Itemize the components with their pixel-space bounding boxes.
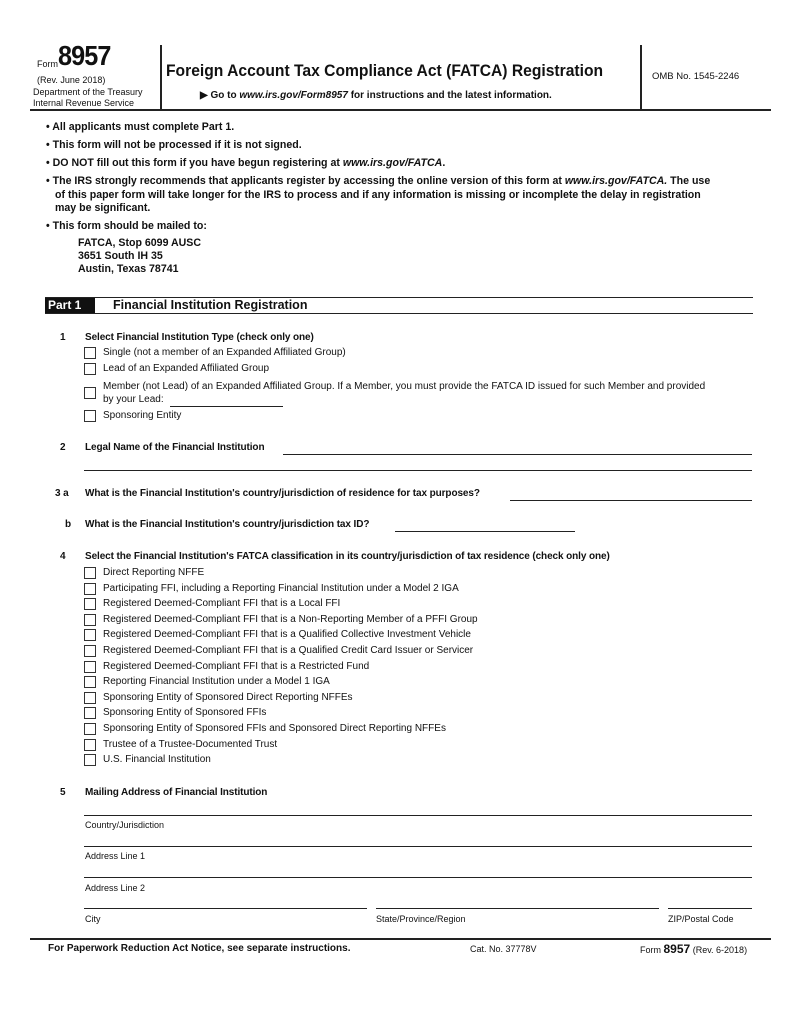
option-label: Sponsoring Entity of Sponsored FFIs and Sponsored Direct Reporting NFFEs — [103, 723, 446, 734]
option-label: Registered Deemed-Compliant FFI that is a Local FFI — [103, 598, 341, 610]
fatca-classification-checkbox[interactable] — [84, 723, 96, 735]
fi-type-lead-checkbox[interactable] — [84, 363, 96, 375]
option-label: Single (not a member of an Expanded Affiliated Group) — [103, 347, 346, 358]
fatca-classification-checkbox[interactable] — [84, 739, 96, 751]
option-label: Reporting Financial Institution under a Model 1 IGA — [103, 676, 330, 688]
zip-label: ZIP/Postal Code — [668, 914, 734, 924]
residence-country-input[interactable] — [510, 500, 752, 501]
option-label: Registered Deemed-Compliant FFI that is a Qualified Credit Card Issuer or Servicer — [103, 645, 474, 656]
part-label: Part 1 — [45, 298, 95, 313]
fatca-classification-checkbox[interactable] — [84, 629, 96, 641]
fatca-link[interactable]: www.irs.gov/FATCA — [342, 157, 443, 169]
text: • DO NOT fill out this form if you have begun registering at — [46, 157, 343, 169]
form-number: 8957 — [58, 40, 111, 71]
question-number: 3 a — [55, 488, 69, 499]
fatca-classification-checkbox[interactable] — [84, 707, 96, 719]
fatca-classification-checkbox[interactable] — [84, 754, 96, 766]
question-number: 5 — [60, 787, 66, 798]
address-line1-input[interactable] — [84, 846, 752, 847]
fatca-classification-checkbox[interactable] — [84, 583, 96, 595]
question-text: Mailing Address of Financial Institution — [85, 787, 268, 798]
question-text: Legal Name of the Financial Institution — [85, 442, 265, 453]
option-label: Registered Deemed-Compliant FFI that is a Non-Reporting Member of a PFFI Group — [103, 613, 478, 625]
instruction-text: may be significant. — [55, 202, 151, 214]
question-number: b — [65, 519, 72, 530]
option-label: Sponsoring Entity of Sponsored FFIs — [103, 707, 267, 719]
paperwork-notice: For Paperwork Reduction Act Notice, see separate instructions. — [48, 943, 351, 954]
question-text: What is the Financial Institution's country/jurisdiction of residence for tax purposes? — [85, 488, 480, 499]
divider — [160, 45, 162, 109]
instruction-bullet: • All applicants must complete Part 1. — [46, 121, 235, 133]
option-label: Sponsoring Entity of Sponsored Direct Reporting NFFEs — [103, 691, 353, 703]
option-label: Trustee of a Trustee-Documented Trust — [103, 738, 278, 750]
instruction-bullet — [46, 175, 710, 187]
question-number: 1 — [60, 332, 66, 343]
question-text: What is the Financial Institution's country/jurisdiction tax ID? — [85, 519, 370, 530]
header-rule — [30, 109, 771, 111]
instructions-link[interactable]: www.irs.gov/Form8957 — [239, 90, 348, 101]
form-subtitle — [200, 90, 552, 101]
question-number: 4 — [60, 551, 66, 562]
fatca-classification-checkbox[interactable] — [84, 692, 96, 704]
footer-rule — [30, 938, 771, 940]
tax-id-input[interactable] — [395, 531, 575, 532]
country-input[interactable] — [84, 815, 752, 816]
text: • The IRS strongly recommends that applicants register by accessing the online version of this form at — [46, 175, 565, 187]
footer-form-id — [640, 942, 747, 956]
option-label: Registered Deemed-Compliant FFI that is a Qualified Collective Investment Vehicle — [103, 629, 471, 641]
fatca-classification-checkbox[interactable] — [84, 598, 96, 610]
catalog-number: Cat. No. 37778V — [470, 944, 537, 954]
address-line2-label: Address Line 2 — [85, 883, 146, 893]
mailing-address-line: Austin, Texas 78741 — [78, 263, 179, 275]
country-label: Country/Jurisdiction — [85, 820, 165, 830]
text: (Rev. 6-2018) — [690, 945, 748, 955]
city-label: City — [85, 914, 101, 924]
text: The use — [667, 175, 711, 187]
fatca-classification-checkbox[interactable] — [84, 661, 96, 673]
text: Form — [640, 945, 664, 955]
text: . — [442, 157, 446, 169]
omb-number: OMB No. 1545-2246 — [652, 71, 740, 82]
option-label: U.S. Financial Institution — [103, 754, 211, 766]
fatca-classification-checkbox[interactable] — [84, 614, 96, 626]
option-label: Member (not Lead) of an Expanded Affiliated Group. If a Member, you must provide the FATCA ID issued for such Member and provided — [103, 381, 706, 392]
department: Department of the Treasury — [33, 87, 143, 97]
subtitle-suffix: for instructions and the latest information. — [347, 90, 552, 101]
fatca-classification-checkbox[interactable] — [84, 567, 96, 579]
form-number: 8957 — [663, 942, 691, 956]
question-text: Select Financial Institution Type (check only one) — [85, 332, 314, 343]
divider — [640, 45, 642, 109]
form-prefix: Form — [37, 59, 58, 69]
fi-type-sponsoring-checkbox[interactable] — [84, 410, 96, 422]
mailing-address-line: 3651 South IH 35 — [78, 250, 163, 262]
legal-name-input[interactable] — [283, 454, 752, 455]
zip-input[interactable] — [668, 908, 752, 909]
option-label: Participating FFI, including a Reporting Financial Institution under a Model 2 IGA — [103, 582, 459, 594]
city-input[interactable] — [84, 908, 367, 909]
option-label: Registered Deemed-Compliant FFI that is a Restricted Fund — [103, 660, 370, 672]
question-number: 2 — [60, 442, 66, 453]
instruction-bullet: • This form should be mailed to: — [46, 220, 207, 232]
agency: Internal Revenue Service — [33, 98, 135, 108]
option-label: Sponsoring Entity — [103, 410, 182, 421]
subtitle-prefix: ▶ Go to — [200, 90, 240, 101]
lead-fatca-id-input[interactable] — [170, 406, 283, 407]
instruction-bullet: • This form will not be processed if it is not signed. — [46, 139, 302, 151]
state-label: State/Province/Region — [376, 914, 466, 924]
instruction-text: of this paper form will take longer for the IRS to process and if any information is missing or incomplete the delay in registration — [55, 189, 701, 201]
fatca-classification-checkbox[interactable] — [84, 676, 96, 688]
fi-type-member-checkbox[interactable] — [84, 387, 96, 399]
form-title: Foreign Account Tax Compliance Act (FATCA) Registration — [166, 61, 604, 80]
instruction-bullet — [46, 157, 445, 169]
state-input[interactable] — [376, 908, 659, 909]
question-text: Select the Financial Institution's FATCA classification in its country/jurisdiction of tax residence (check only one) — [85, 551, 610, 562]
revision-date: (Rev. June 2018) — [37, 75, 106, 85]
part-rule — [45, 313, 753, 314]
mailing-address-line: FATCA, Stop 6099 AUSC — [78, 237, 202, 249]
option-label: by your Lead: — [103, 394, 164, 405]
fatca-link[interactable]: www.irs.gov/FATCA. — [564, 175, 668, 187]
option-label: Lead of an Expanded Affiliated Group — [103, 363, 270, 374]
fi-type-single-checkbox[interactable] — [84, 347, 96, 359]
address-line2-input[interactable] — [84, 877, 752, 878]
legal-name-input-line2[interactable] — [84, 470, 752, 471]
option-label: Direct Reporting NFFE — [103, 567, 205, 578]
fatca-classification-checkbox[interactable] — [84, 645, 96, 657]
address-line1-label: Address Line 1 — [85, 851, 146, 861]
part-title: Financial Institution Registration — [113, 298, 308, 312]
